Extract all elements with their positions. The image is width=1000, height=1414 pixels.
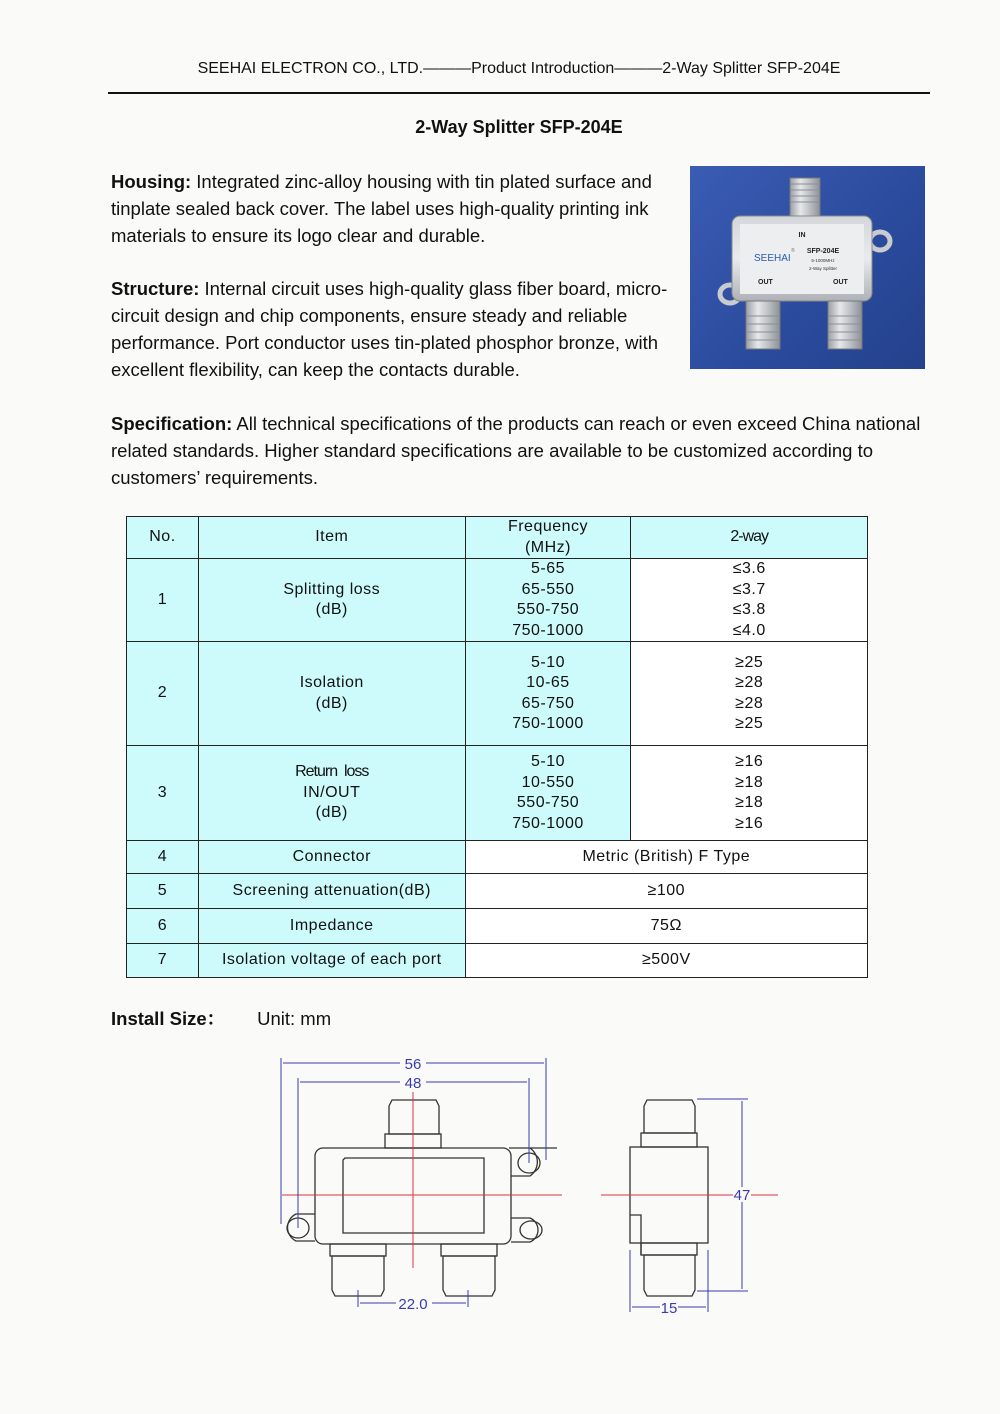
front-view-dimension-labels [396, 1055, 432, 1313]
value: ≥25 [735, 653, 764, 671]
row-value: 75Ω [465, 909, 867, 944]
freq: 750-1000 [512, 814, 584, 832]
photo-brand: SEEHAI [754, 253, 791, 264]
structure-label: Structure: [111, 278, 200, 299]
item-line: IN/OUT [303, 783, 361, 801]
dim-height: 47 [733, 1187, 751, 1204]
value: ≤4.0 [732, 621, 766, 639]
row-no: 4 [127, 841, 199, 874]
freq: 10-65 [526, 674, 570, 691]
dim-depth: 15 [660, 1300, 678, 1317]
item-line: (dB) [315, 694, 348, 712]
photo-label-out-right: OUT [833, 279, 848, 286]
photo-model: SFP-204E [806, 248, 840, 255]
freq: 5-10 [530, 753, 566, 770]
row-no: 3 [127, 746, 199, 841]
value: ≤3.8 [732, 601, 766, 618]
row-value: ≥500V [465, 944, 867, 978]
item-line: Isolation [299, 674, 364, 691]
row-item: Isolation voltage of each port [198, 944, 465, 978]
item-line: (dB) [315, 601, 348, 618]
value: ≥16 [735, 814, 764, 832]
freq: 750-1000 [512, 715, 584, 732]
specification-text: All technical specifications of the products can reach or even exceed China national related standards. Higher standard specifications are available to be customized according to customers’ requirements. [111, 413, 921, 488]
photo-registered: ® [791, 248, 795, 254]
value: ≤3.7 [732, 580, 766, 598]
value: ≤3.6 [732, 560, 766, 577]
dim-overall-width: 56 [404, 1056, 422, 1073]
row-no: 1 [127, 559, 199, 642]
row-no: 2 [127, 642, 199, 746]
freq: 750-1000 [512, 621, 584, 639]
freq: 65-750 [521, 694, 575, 712]
item-line: Return loss [295, 763, 369, 781]
install-size-unit: Unit: mm [257, 1008, 332, 1029]
value: ≥28 [735, 674, 764, 691]
photo-frequency: 5-1000MHz [811, 258, 835, 263]
freq: 5-65 [530, 560, 566, 577]
housing-text: Integrated zinc-alloy housing with tin plated surface and tinplate sealed back cover. The label uses high-quality printing ink materials to ensure its logo clear and durable. [111, 171, 652, 246]
side-view-dimension-labels [660, 1187, 751, 1317]
value: ≥18 [735, 773, 764, 791]
row-no: 7 [127, 944, 199, 978]
header-frequency-line2: (MHz) [524, 538, 572, 556]
value: ≥28 [735, 694, 764, 712]
photo-label-out-left: OUT [758, 279, 773, 286]
value: ≥18 [735, 794, 764, 811]
dim-port-spacing: 22.0 [398, 1296, 428, 1313]
freq: 550-750 [516, 601, 580, 618]
item-line: Splitting loss [283, 580, 381, 598]
row-no: 5 [127, 874, 199, 909]
install-size-label: Install Size： [111, 1008, 226, 1029]
housing-label: Housing: [111, 171, 192, 192]
side-view-outline [630, 1100, 708, 1296]
row-item: Screening attenuation(dB) [198, 874, 465, 909]
freq: 65-550 [521, 580, 575, 598]
specification-label: Specification: [111, 413, 233, 434]
row-no: 6 [127, 909, 199, 944]
photo-description: 2-Way Splitter [808, 266, 838, 271]
page-title: 2-Way Splitter SFP-204E [415, 117, 623, 137]
row-value: Metric (British) F Type [465, 841, 867, 874]
row-item: Connector [198, 841, 465, 874]
header-value: 2-way [631, 517, 868, 559]
header-frequency-line1: Frequency [507, 518, 589, 535]
value: ≥25 [735, 715, 764, 732]
freq: 5-10 [530, 653, 566, 671]
side-view-dimensions [630, 1099, 748, 1312]
front-view-outline [287, 1100, 557, 1296]
structure-text: Internal circuit uses high-quality glass fiber board, micro-circuit design and chip components, ensure steady and reliable performance. Port conductor uses tin-plated phosphor bronze, with excellent flexibility, can keep the contacts durable. [111, 278, 668, 380]
header-no: No. [127, 517, 199, 559]
row-item: Impedance [198, 909, 465, 944]
item-line: (dB) [315, 804, 348, 822]
dim-hole-spacing: 48 [404, 1075, 422, 1092]
value: ≥16 [735, 753, 764, 770]
freq: 10-550 [521, 773, 575, 791]
page-header: SEEHAI ELECTRON CO., LTD.———Product Introduction———2-Way Splitter SFP-204E [197, 60, 841, 77]
header-item: Item [198, 517, 465, 559]
freq: 550-750 [516, 794, 580, 811]
row-value: ≥100 [465, 874, 867, 909]
photo-label-in: IN [798, 232, 806, 239]
